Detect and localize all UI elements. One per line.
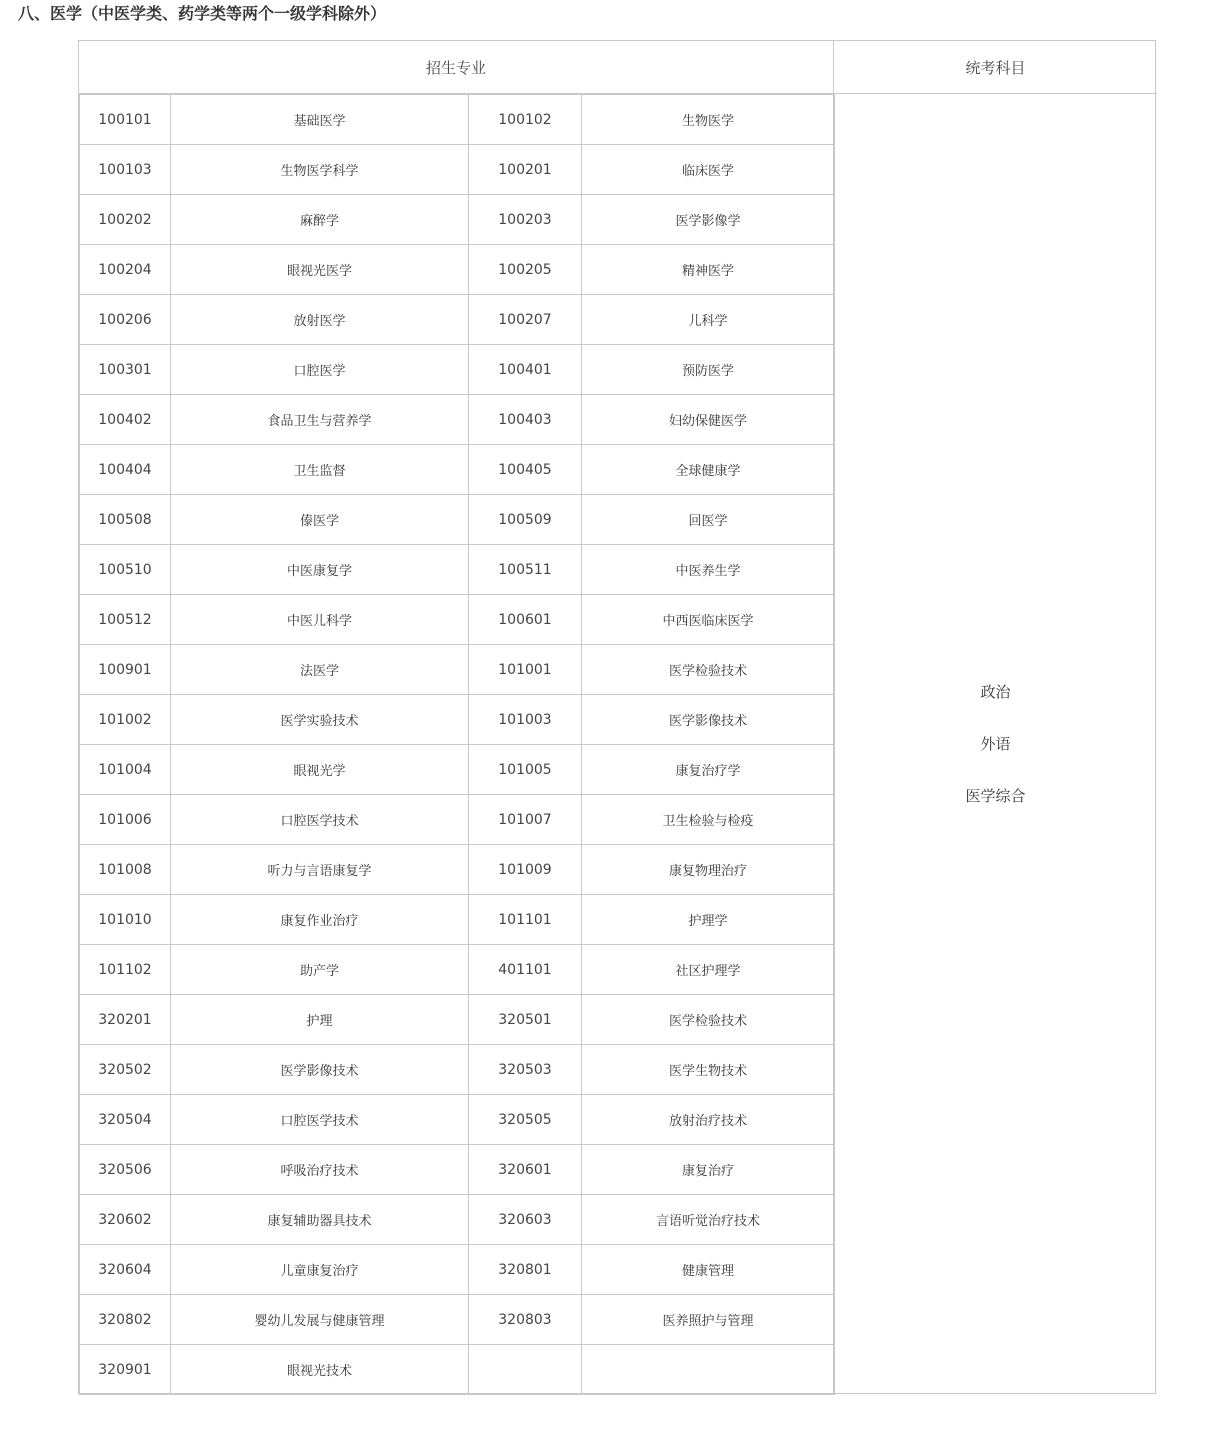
major-name: 康复物理治疗 bbox=[582, 845, 835, 895]
major-name: 医养照护与管理 bbox=[582, 1295, 835, 1345]
major-name: 精神医学 bbox=[582, 245, 835, 295]
major-code: 320502 bbox=[80, 1045, 171, 1095]
table-row bbox=[80, 845, 835, 895]
major-code: 320601 bbox=[469, 1145, 582, 1195]
major-code: 100404 bbox=[80, 445, 171, 495]
major-name: 助产学 bbox=[171, 945, 469, 995]
major-name: 康复辅助器具技术 bbox=[171, 1195, 469, 1245]
table-row bbox=[80, 345, 835, 395]
major-name: 医学检验技术 bbox=[582, 995, 835, 1045]
major-code: 100601 bbox=[469, 595, 582, 645]
major-name: 护理 bbox=[171, 995, 469, 1045]
major-code: 100101 bbox=[80, 95, 171, 145]
major-code: 100204 bbox=[80, 245, 171, 295]
major-name: 生物医学 bbox=[582, 95, 835, 145]
major-code: 100510 bbox=[80, 545, 171, 595]
major-code: 101005 bbox=[469, 745, 582, 795]
major-code: 320505 bbox=[469, 1095, 582, 1145]
major-name: 中医儿科学 bbox=[171, 595, 469, 645]
table-row bbox=[80, 1095, 835, 1145]
major-code: 320201 bbox=[80, 995, 171, 1045]
major-code: 320901 bbox=[80, 1345, 171, 1395]
table-row bbox=[80, 245, 835, 295]
major-name: 儿童康复治疗 bbox=[171, 1245, 469, 1295]
subject-foreign-language: 外语 bbox=[980, 735, 1011, 753]
table-row bbox=[80, 795, 835, 845]
major-name: 卫生监督 bbox=[171, 445, 469, 495]
header-majors: 招生专业 bbox=[79, 41, 834, 94]
header-subjects: 统考科目 bbox=[834, 41, 1157, 94]
major-code: 100511 bbox=[469, 545, 582, 595]
subject-politics: 政治 bbox=[980, 683, 1011, 701]
major-code: 101001 bbox=[469, 645, 582, 695]
major-name: 护理学 bbox=[582, 895, 835, 945]
major-name: 儿科学 bbox=[582, 295, 835, 345]
major-name: 傣医学 bbox=[171, 495, 469, 545]
section-title: 八、医学（中医学类、药学类等两个一级学科除外） bbox=[18, 4, 387, 23]
table-row bbox=[80, 1145, 835, 1195]
table-row bbox=[80, 1295, 835, 1345]
majors-grid bbox=[79, 94, 834, 1394]
major-code: 100301 bbox=[80, 345, 171, 395]
major-code: 100508 bbox=[80, 495, 171, 545]
major-code: 100201 bbox=[469, 145, 582, 195]
major-name: 临床医学 bbox=[582, 145, 835, 195]
major-code: 100206 bbox=[80, 295, 171, 345]
major-name: 回医学 bbox=[582, 495, 835, 545]
major-code: 100202 bbox=[80, 195, 171, 245]
table-row bbox=[80, 145, 835, 195]
major-name: 眼视光医学 bbox=[171, 245, 469, 295]
major-code: 100402 bbox=[80, 395, 171, 445]
major-code: 320501 bbox=[469, 995, 582, 1045]
majors-table-body bbox=[80, 95, 835, 1395]
major-code: 101102 bbox=[80, 945, 171, 995]
major-code: 101007 bbox=[469, 795, 582, 845]
major-code: 101101 bbox=[469, 895, 582, 945]
major-code: 320503 bbox=[469, 1045, 582, 1095]
major-name: 食品卫生与营养学 bbox=[171, 395, 469, 445]
major-name: 放射医学 bbox=[171, 295, 469, 345]
subject-medical-comprehensive: 医学综合 bbox=[965, 787, 1026, 805]
table-row bbox=[80, 95, 835, 145]
major-name: 医学检验技术 bbox=[582, 645, 835, 695]
major-code: 101004 bbox=[80, 745, 171, 795]
major-code: 320506 bbox=[80, 1145, 171, 1195]
major-code: 100901 bbox=[80, 645, 171, 695]
major-name: 康复治疗学 bbox=[582, 745, 835, 795]
major-code: 100102 bbox=[469, 95, 582, 145]
major-name: 医学生物技术 bbox=[582, 1045, 835, 1095]
major-name: 中西医临床医学 bbox=[582, 595, 835, 645]
major-name: 医学实验技术 bbox=[171, 695, 469, 745]
major-name: 医学影像技术 bbox=[582, 695, 835, 745]
major-name: 医学影像学 bbox=[582, 195, 835, 245]
major-code: 100205 bbox=[469, 245, 582, 295]
major-name: 卫生检验与检疫 bbox=[582, 795, 835, 845]
exam-subjects bbox=[834, 94, 1157, 1394]
major-code: 100103 bbox=[80, 145, 171, 195]
major-code: 101006 bbox=[80, 795, 171, 845]
major-code: 100207 bbox=[469, 295, 582, 345]
major-code: 101009 bbox=[469, 845, 582, 895]
major-name: 全球健康学 bbox=[582, 445, 835, 495]
major-code: 101008 bbox=[80, 845, 171, 895]
majors-table bbox=[79, 94, 835, 1395]
table-row bbox=[80, 195, 835, 245]
major-name: 放射治疗技术 bbox=[582, 1095, 835, 1145]
major-code: 100509 bbox=[469, 495, 582, 545]
major-code: 100403 bbox=[469, 395, 582, 445]
major-name: 基础医学 bbox=[171, 95, 469, 145]
table-row bbox=[80, 295, 835, 345]
major-name: 法医学 bbox=[171, 645, 469, 695]
table-row bbox=[80, 995, 835, 1045]
major-name: 婴幼儿发展与健康管理 bbox=[171, 1295, 469, 1345]
major-name: 眼视光学 bbox=[171, 745, 469, 795]
major-code: 320801 bbox=[469, 1245, 582, 1295]
major-code: 100401 bbox=[469, 345, 582, 395]
major-name: 口腔医学 bbox=[171, 345, 469, 395]
major-name: 眼视光技术 bbox=[171, 1345, 469, 1395]
table-row bbox=[80, 595, 835, 645]
major-code: 320504 bbox=[80, 1095, 171, 1145]
major-name: 康复治疗 bbox=[582, 1145, 835, 1195]
table-row bbox=[80, 945, 835, 995]
major-name: 医学影像技术 bbox=[171, 1045, 469, 1095]
major-name: 言语听觉治疗技术 bbox=[582, 1195, 835, 1245]
table-row bbox=[80, 695, 835, 745]
table-row bbox=[80, 895, 835, 945]
major-code: 100203 bbox=[469, 195, 582, 245]
major-name: 口腔医学技术 bbox=[171, 1095, 469, 1145]
major-code bbox=[469, 1345, 582, 1395]
major-code: 100512 bbox=[80, 595, 171, 645]
majors-subjects-table bbox=[78, 40, 1156, 1394]
table-row bbox=[80, 1245, 835, 1295]
major-code: 100405 bbox=[469, 445, 582, 495]
major-code: 101002 bbox=[80, 695, 171, 745]
table-row bbox=[80, 645, 835, 695]
major-name: 妇幼保健医学 bbox=[582, 395, 835, 445]
major-name: 听力与言语康复学 bbox=[171, 845, 469, 895]
major-name: 康复作业治疗 bbox=[171, 895, 469, 945]
major-code: 320603 bbox=[469, 1195, 582, 1245]
major-code: 320802 bbox=[80, 1295, 171, 1345]
table-row bbox=[80, 495, 835, 545]
major-code: 101010 bbox=[80, 895, 171, 945]
major-name: 口腔医学技术 bbox=[171, 795, 469, 845]
major-name: 呼吸治疗技术 bbox=[171, 1145, 469, 1195]
major-code: 101003 bbox=[469, 695, 582, 745]
major-name: 生物医学科学 bbox=[171, 145, 469, 195]
major-name: 预防医学 bbox=[582, 345, 835, 395]
table-row bbox=[80, 745, 835, 795]
major-code: 320604 bbox=[80, 1245, 171, 1295]
table-row bbox=[80, 395, 835, 445]
major-name bbox=[582, 1345, 835, 1395]
table-row bbox=[80, 1195, 835, 1245]
major-code: 320602 bbox=[80, 1195, 171, 1245]
major-name: 中医康复学 bbox=[171, 545, 469, 595]
table-row bbox=[80, 1345, 835, 1395]
major-name: 中医养生学 bbox=[582, 545, 835, 595]
table-row bbox=[80, 545, 835, 595]
major-name: 麻醉学 bbox=[171, 195, 469, 245]
major-code: 401101 bbox=[469, 945, 582, 995]
major-code: 320803 bbox=[469, 1295, 582, 1345]
table-row bbox=[80, 445, 835, 495]
table-row bbox=[80, 1045, 835, 1095]
major-name: 健康管理 bbox=[582, 1245, 835, 1295]
major-name: 社区护理学 bbox=[582, 945, 835, 995]
